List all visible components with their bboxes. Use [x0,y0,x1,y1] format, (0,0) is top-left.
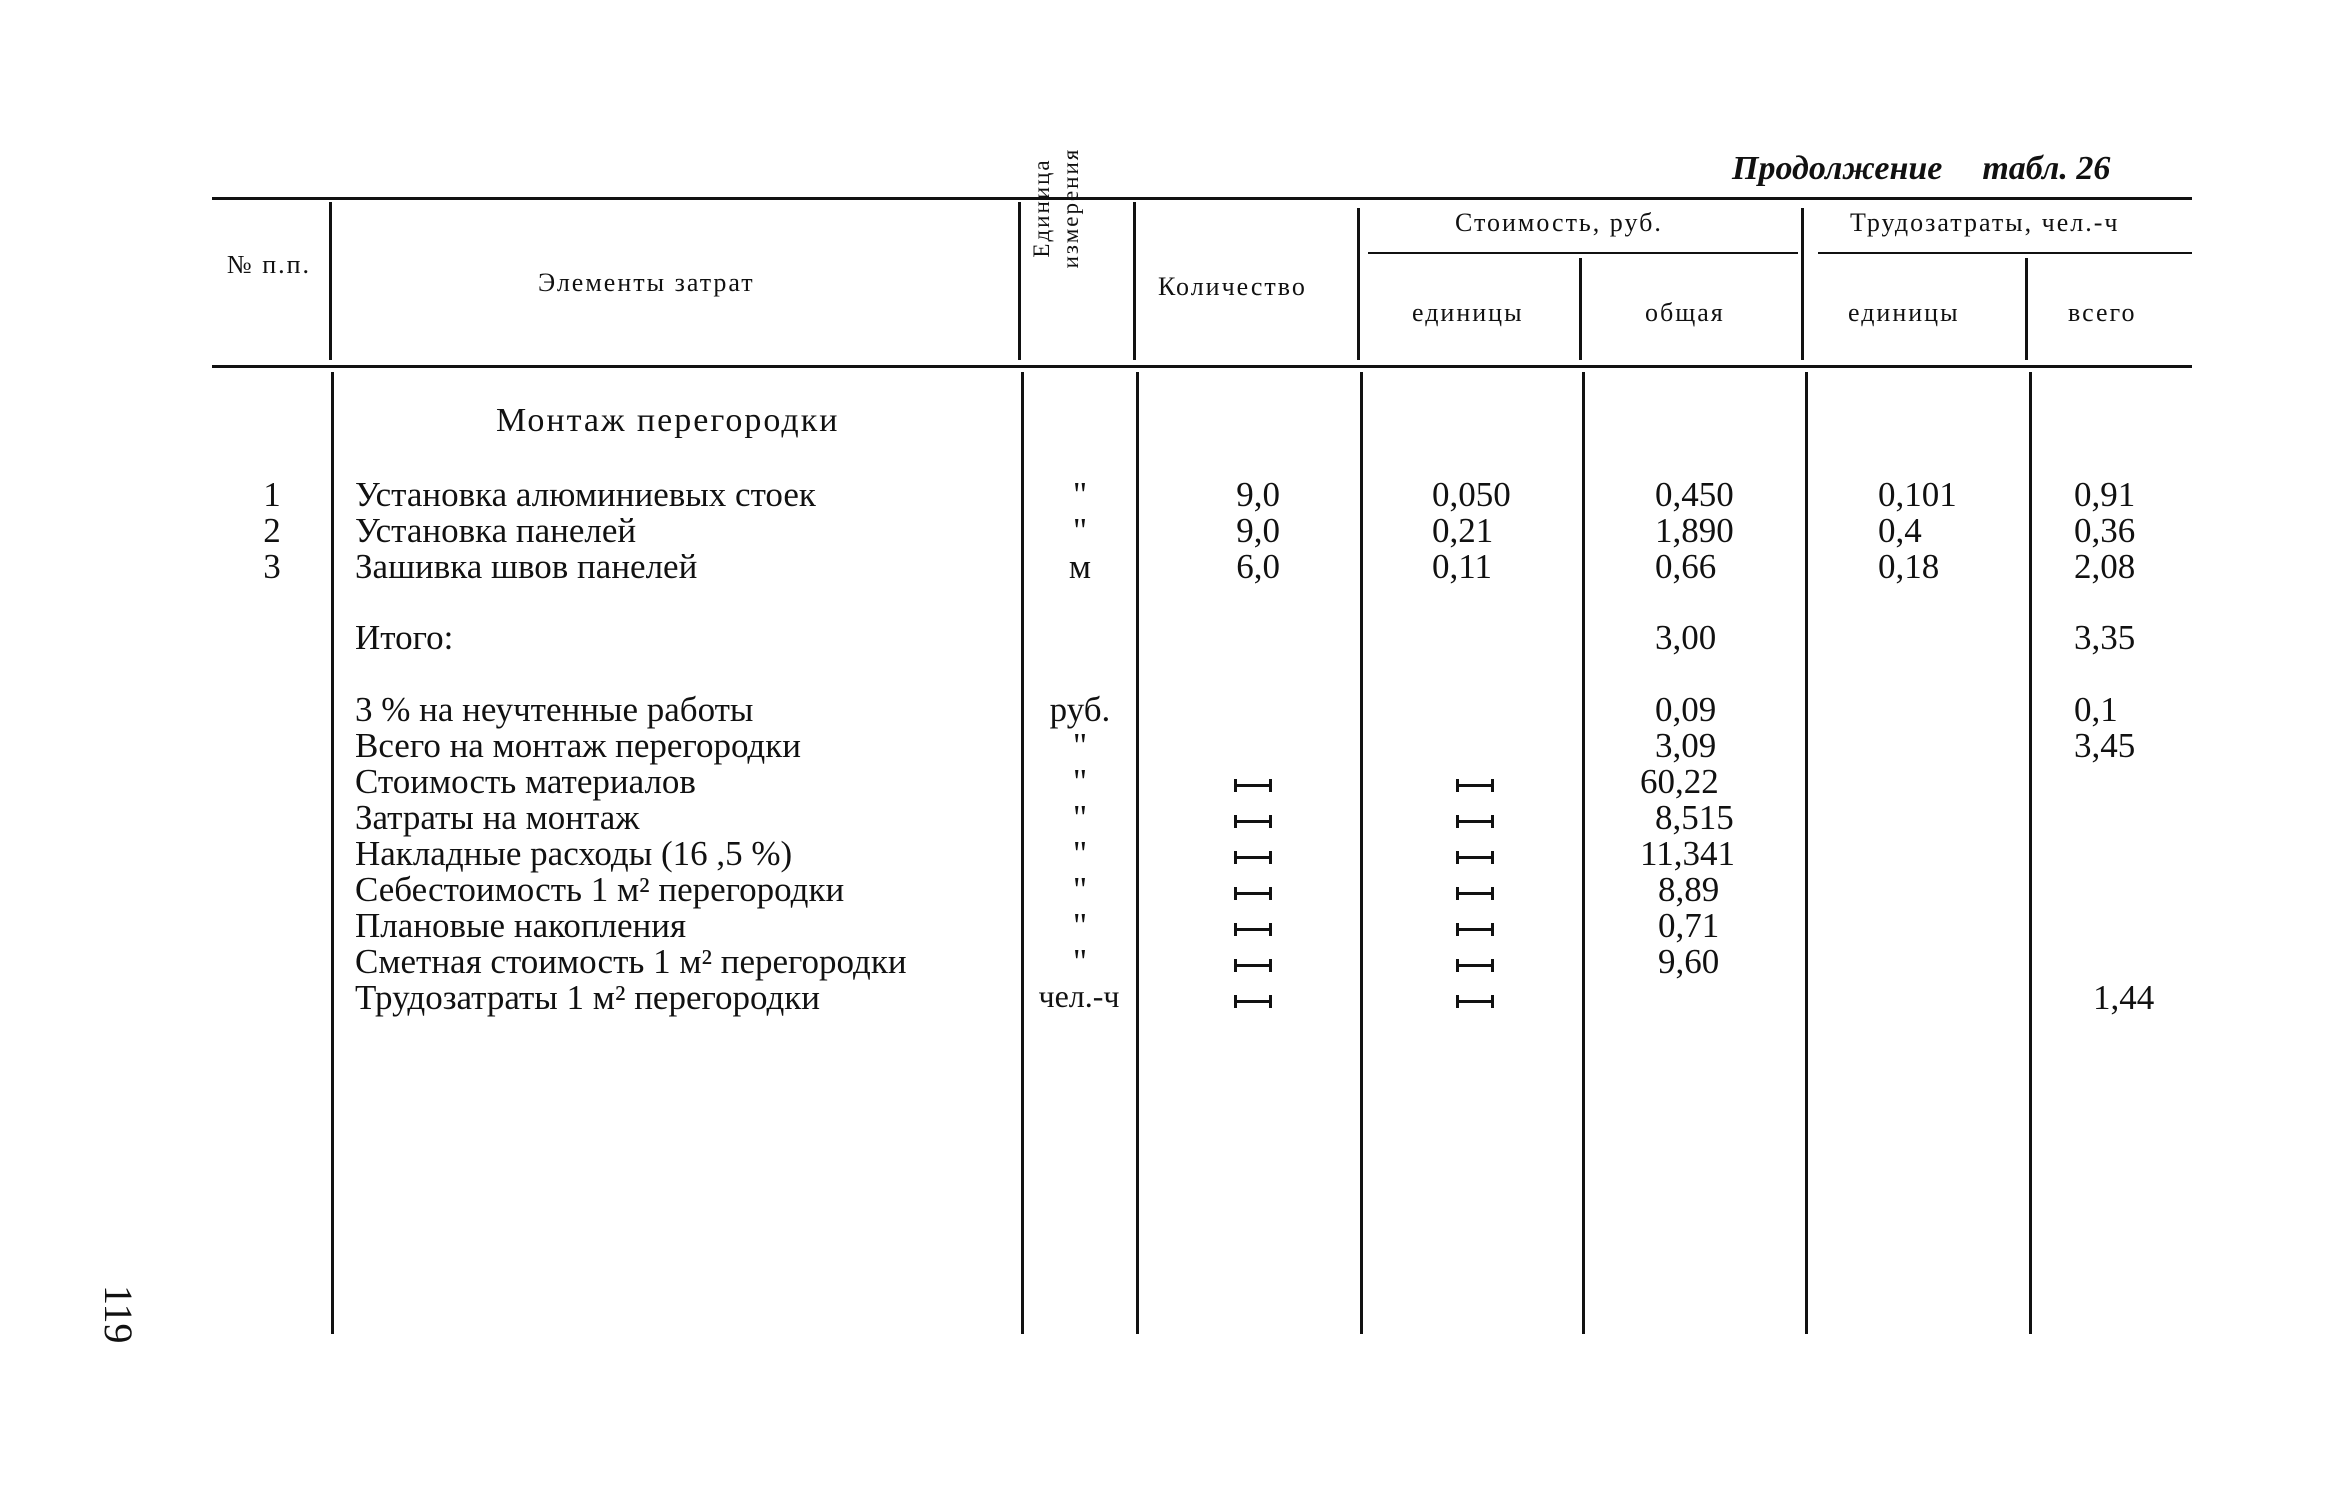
body-col-divider [1021,372,1024,1334]
row-cost-unit: 0,050 [1432,475,1511,514]
summary-labor-total: 1,44 [2093,978,2155,1017]
row-number: 2 [263,511,281,550]
summary-unit: " [1072,834,1088,873]
summary-qty-dash [1234,964,1272,967]
summary-qty-dash [1234,856,1272,859]
summary-qty-dash [1234,784,1272,787]
summary-name: Трудозатраты 1 м² перегородки [355,978,821,1017]
summary-name: 3 % на неучтенные работы [355,690,754,729]
total-label: Итого: [355,618,454,657]
body-col-divider [1136,372,1139,1334]
row-cost-total: 1,890 [1655,511,1734,550]
body-col-divider [1582,372,1585,1334]
row-name: Установка панелей [355,511,637,550]
header-unit-line1: Единица [1029,158,1054,258]
summary-cost-unit-dash [1456,856,1494,859]
header-elements: Элементы затрат [538,268,755,297]
header-col-divider [1133,202,1136,360]
page-number: 119 [96,1285,141,1344]
cost-subheader-rule [1368,252,1798,254]
summary-qty-dash [1234,892,1272,895]
summary-cost-total: 11,341 [1640,834,1735,873]
row-number: 1 [263,475,281,514]
body-col-divider [2029,372,2032,1334]
summary-qty-dash [1234,1000,1272,1003]
summary-cost-total: 0,09 [1655,690,1717,729]
summary-cost-total: 3,09 [1655,726,1717,765]
summary-unit: руб. [1049,690,1111,729]
row-cost-total: 0,450 [1655,475,1734,514]
summary-unit: " [1072,942,1088,981]
summary-unit: " [1072,870,1088,909]
header-quantity: Количество [1158,272,1307,301]
summary-cost-total: 9,60 [1658,942,1720,981]
summary-cost-unit-dash [1456,928,1494,931]
header-number: № п.п. [226,250,312,279]
summary-unit: " [1072,726,1088,765]
summary-cost-unit-dash [1456,820,1494,823]
summary-qty-dash [1234,820,1272,823]
row-quantity: 6,0 [1236,547,1280,586]
section-title: Монтаж перегородки [496,402,840,439]
total-labor: 3,35 [2074,618,2136,657]
row-labor-unit: 0,101 [1878,475,1957,514]
summary-unit: " [1072,762,1088,801]
row-quantity: 9,0 [1236,475,1280,514]
body-col-divider [1360,372,1363,1334]
header-cost: Стоимость, руб. [1455,208,1663,237]
table-reference: табл. 26 [1982,150,2111,187]
summary-cost-total: 8,515 [1655,798,1734,837]
summary-name: Плановые накопления [355,906,687,945]
summary-unit: чел.-ч [1038,978,1120,1014]
summary-cost-unit-dash [1456,784,1494,787]
row-labor-total: 0,91 [2074,475,2136,514]
row-quantity: 9,0 [1236,511,1280,550]
summary-name: Всего на монтаж перегородки [355,726,801,765]
summary-name: Накладные расходы (16 ,5 %) [355,834,793,873]
continuation-caption [1732,150,2110,188]
row-number: 3 [263,547,281,586]
header-col-divider [2025,258,2028,360]
row-labor-total: 2,08 [2074,547,2136,586]
header-cost-total: общая [1645,298,1725,327]
header-cost-unit: единицы [1412,298,1524,327]
summary-unit: " [1072,906,1088,945]
header-unit-line2: измерения [1058,147,1083,269]
header-bottom-rule [212,365,2192,368]
row-labor-total: 0,36 [2074,511,2136,550]
total-cost: 3,00 [1655,618,1717,657]
row-labor-unit: 0,4 [1878,511,1922,550]
summary-cost-unit-dash [1456,1000,1494,1003]
summary-name: Стоимость материалов [355,762,696,801]
body-col-divider [331,372,334,1334]
summary-cost-total: 0,71 [1658,906,1720,945]
row-cost-unit: 0,11 [1432,547,1492,586]
header-labor-total: всего [2068,298,2137,327]
header-labor-unit: единицы [1848,298,1960,327]
row-name: Зашивка швов панелей [355,547,698,586]
summary-cost-total: 8,89 [1658,870,1720,909]
header-col-divider [1357,208,1360,360]
summary-unit: " [1072,798,1088,837]
header-col-divider [1018,202,1021,360]
header-col-divider [329,202,332,360]
labor-subheader-rule [1818,252,2192,254]
table-top-rule [212,197,2192,200]
row-unit: м [1068,547,1092,586]
summary-labor-total: 0,1 [2074,690,2118,729]
continuation-word: Продолжение [1732,150,1943,187]
header-labor: Трудозатраты, чел.-ч [1850,208,2120,237]
row-labor-unit: 0,18 [1878,547,1940,586]
header-col-divider [1579,258,1582,360]
summary-cost-total: 60,22 [1640,762,1719,801]
row-name: Установка алюминиевых стоек [355,475,816,514]
summary-qty-dash [1234,928,1272,931]
row-unit: " [1072,475,1088,514]
summary-cost-unit-dash [1456,892,1494,895]
summary-cost-unit-dash [1456,964,1494,967]
row-cost-total: 0,66 [1655,547,1717,586]
summary-name: Себестоимость 1 м² перегородки [355,870,845,909]
body-col-divider [1805,372,1808,1334]
summary-name: Затраты на монтаж [355,798,640,837]
row-cost-unit: 0,21 [1432,511,1494,550]
header-unit [1027,128,1085,288]
summary-labor-total: 3,45 [2074,726,2136,765]
row-unit: " [1072,511,1088,550]
summary-name: Сметная стоимость 1 м² перегородки [355,942,907,981]
header-col-divider [1801,208,1804,360]
